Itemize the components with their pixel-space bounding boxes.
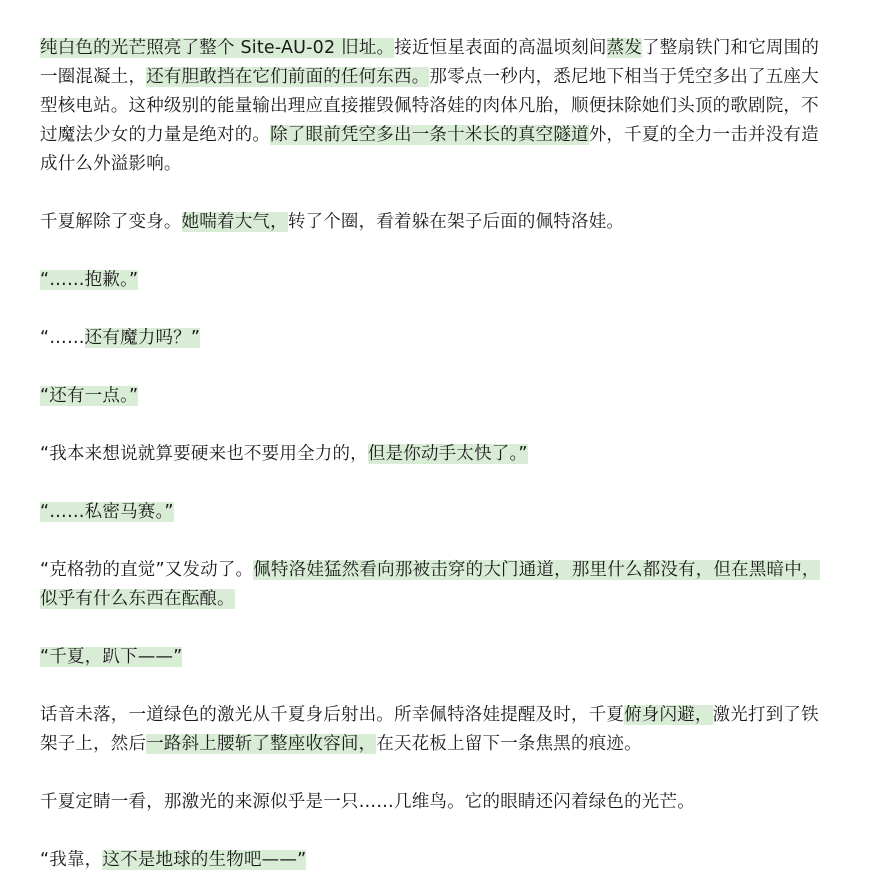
text-run: 外，千夏的全力一击并没有造成什么外溢影响。 (40, 125, 819, 174)
paragraph-5 (40, 382, 820, 411)
text-run: 她喘着大气， (181, 212, 288, 232)
text-run: “……私密马赛。” (40, 502, 174, 522)
text-run: 千夏定睛一看，那激光的来源似乎是一只……几维鸟。它的眼睛还闪着绿色的光芒。 (40, 792, 695, 812)
text-run: “……抱歉。” (40, 270, 139, 290)
paragraph-7 (40, 498, 820, 527)
text-run: 真空隧道 (517, 125, 589, 145)
text-run: 这不是地球的生物吧——” (102, 850, 307, 870)
text-run: “克格勃的直觉”又发动了。 (40, 560, 254, 580)
paragraph-2 (40, 208, 820, 237)
text-run: “我本来想说就算要硬来也不要用全力的， (40, 444, 368, 464)
text-run: 转了个圈，看着躲在架子后面的佩特洛娃。 (287, 212, 625, 232)
paragraph-12 (40, 846, 820, 875)
text-run: 纯白色的光芒照亮了整个 Site-AU-02 旧址。 (40, 38, 395, 58)
document-body (40, 34, 820, 875)
text-run: 还有魔力吗？” (84, 328, 201, 348)
text-run: 蒸发 (606, 38, 643, 58)
text-run: 千夏解除了变身。 (40, 212, 182, 232)
paragraph-11 (40, 788, 820, 817)
text-run: 除了眼前凭空多出一条十米长的 (270, 125, 518, 145)
text-run: 了整扇铁门和它周围的一圈混凝土， (40, 38, 820, 87)
text-run: 那零点一秒内，悉尼地下相当于凭空多出了五座大型核电站。这种级别的能量输出理应直接摧毁佩特洛娃的肉体凡胎，顺便抹除她们头顶的歌剧院，不过魔法少女的力量是绝对的。 (40, 67, 819, 145)
paragraph-6 (40, 440, 820, 469)
paragraph-1 (40, 34, 820, 179)
text-run: 还有胆敢挡在它们前面的任何东西。 (146, 67, 430, 87)
paragraph-9 (40, 643, 820, 672)
text-run: “还有一点。” (40, 386, 139, 406)
text-run: “…… (40, 328, 85, 348)
paragraph-3 (40, 266, 820, 295)
text-run: 俯身闪避， (624, 705, 713, 725)
text-run: “我靠， (40, 850, 103, 870)
text-run: 接近恒星表面的高温顷刻间 (394, 38, 607, 58)
text-run: 佩特洛娃猛然看向那被击穿的大门通道，那里什么都没有，但在黑暗中，似乎有什么东西在酝酿。 (40, 560, 820, 609)
text-run: 但是你动手太快了。” (367, 444, 528, 464)
text-run: “千夏，趴下——” (40, 647, 183, 667)
text-run: 激光打到了铁架子上，然后 (40, 705, 819, 754)
text-run: 话音未落，一道绿色的激光从千夏身后射出。所幸佩特洛娃提醒及时，千夏 (40, 705, 625, 725)
text-run: 在天花板上留下一条焦黑的痕迹。 (376, 734, 642, 754)
paragraph-10 (40, 701, 820, 759)
text-run: 一路斜上腰斩了整座收容间， (146, 734, 377, 754)
paragraph-4 (40, 324, 820, 353)
paragraph-8 (40, 556, 820, 614)
